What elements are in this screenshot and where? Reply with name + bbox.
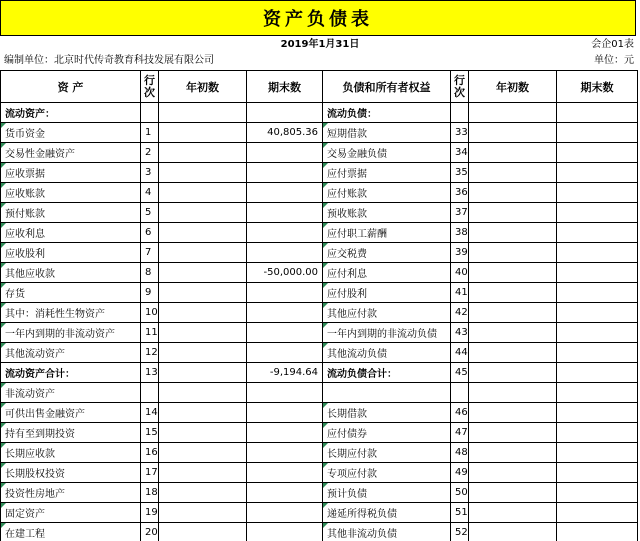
asset-name-cell[interactable]: 非流动资产 <box>1 383 141 403</box>
asset-name-cell[interactable]: 存货 <box>1 283 141 303</box>
asset-line-no-cell[interactable] <box>141 103 159 123</box>
sheet-title: 资产负债表 <box>263 9 373 30</box>
asset-begin-cell[interactable] <box>159 503 247 523</box>
liability-name-cell[interactable]: 递延所得税负债 <box>323 503 451 523</box>
asset-line-no-cell[interactable]: 7 <box>141 243 159 263</box>
liability-line-no-cell[interactable]: 34 <box>451 143 469 163</box>
asset-begin-cell[interactable] <box>159 403 247 423</box>
liability-end-cell[interactable] <box>557 323 638 343</box>
liability-line-no-cell[interactable]: 35 <box>451 163 469 183</box>
liability-name-cell[interactable]: 一年内到期的非流动负债 <box>323 323 451 343</box>
liability-begin-cell[interactable] <box>469 203 557 223</box>
liability-name-cell[interactable]: 应付职工薪酬 <box>323 223 451 243</box>
asset-line-no-cell[interactable]: 12 <box>141 343 159 363</box>
liability-line-no-cell[interactable]: 38 <box>451 223 469 243</box>
liability-line-no-cell[interactable]: 50 <box>451 483 469 503</box>
line-no-label: 行次 <box>454 73 465 99</box>
asset-end-cell[interactable] <box>247 403 323 423</box>
table-row <box>1 303 638 323</box>
asset-name-cell[interactable]: 在建工程 <box>1 523 141 541</box>
asset-end-cell[interactable] <box>247 463 323 483</box>
asset-end-cell[interactable] <box>247 523 323 541</box>
liability-line-no-cell[interactable]: 36 <box>451 183 469 203</box>
report-date[interactable]: 2019年1月31日 <box>280 39 360 50</box>
asset-begin-cell[interactable] <box>159 383 247 403</box>
liability-line-no-cell[interactable]: 44 <box>451 343 469 363</box>
asset-end-cell[interactable]: 40,805.36 <box>247 123 323 143</box>
header-begin-liab[interactable]: 年初数 <box>469 71 557 103</box>
asset-begin-cell[interactable] <box>159 223 247 243</box>
liability-end-cell[interactable] <box>557 123 638 143</box>
asset-end-cell[interactable] <box>247 383 323 403</box>
header-liabilities[interactable]: 负债和所有者权益 <box>323 71 451 103</box>
asset-end-cell[interactable] <box>247 343 323 363</box>
asset-begin-cell[interactable] <box>159 243 247 263</box>
table-row <box>1 223 638 243</box>
asset-begin-cell[interactable] <box>159 363 247 383</box>
asset-name-cell[interactable]: 预付账款 <box>1 203 141 223</box>
liability-name-cell[interactable]: 短期借款 <box>323 123 451 143</box>
table-row <box>1 103 638 123</box>
liability-end-cell[interactable] <box>557 283 638 303</box>
asset-end-cell[interactable]: -9,194.64 <box>247 363 323 383</box>
table-row <box>1 323 638 343</box>
asset-name-cell[interactable]: 可供出售金融资产 <box>1 403 141 423</box>
liability-name-cell[interactable]: 应交税费 <box>323 243 451 263</box>
asset-begin-cell[interactable] <box>159 423 247 443</box>
asset-line-no-cell[interactable]: 11 <box>141 323 159 343</box>
asset-end-cell[interactable]: -50,000.00 <box>247 263 323 283</box>
asset-line-no-cell[interactable] <box>141 383 159 403</box>
asset-begin-cell[interactable] <box>159 523 247 541</box>
liability-line-no-cell[interactable]: 37 <box>451 203 469 223</box>
liability-name-cell[interactable]: 流动负债合计： <box>323 363 451 383</box>
asset-line-no-cell[interactable]: 15 <box>141 423 159 443</box>
asset-line-no-cell[interactable]: 6 <box>141 223 159 243</box>
asset-end-cell[interactable] <box>247 183 323 203</box>
liability-begin-cell[interactable] <box>469 283 557 303</box>
liability-end-cell[interactable] <box>557 243 638 263</box>
asset-name-cell[interactable]: 应收票据 <box>1 163 141 183</box>
table-row <box>1 423 638 443</box>
asset-name-cell[interactable]: 流动资产： <box>1 103 141 123</box>
asset-name-cell[interactable]: 固定资产 <box>1 503 141 523</box>
asset-end-cell[interactable] <box>247 483 323 503</box>
liability-begin-cell[interactable] <box>469 503 557 523</box>
asset-end-cell[interactable] <box>247 303 323 323</box>
liability-name-cell[interactable]: 长期借款 <box>323 403 451 423</box>
asset-end-cell[interactable] <box>247 223 323 243</box>
liability-end-cell[interactable] <box>557 483 638 503</box>
table-row <box>1 523 638 541</box>
asset-name-cell[interactable]: 一年内到期的非流动资产 <box>1 323 141 343</box>
liability-end-cell[interactable] <box>557 443 638 463</box>
table-row <box>1 403 638 423</box>
asset-name-cell[interactable]: 其他应收款 <box>1 263 141 283</box>
liability-name-cell[interactable]: 长期应付款 <box>323 443 451 463</box>
asset-line-no-cell[interactable]: 17 <box>141 463 159 483</box>
liability-begin-cell[interactable] <box>469 343 557 363</box>
liability-begin-cell[interactable] <box>469 243 557 263</box>
table-row <box>1 123 638 143</box>
liability-line-no-cell[interactable]: 46 <box>451 403 469 423</box>
liability-name-cell[interactable]: 预收账款 <box>323 203 451 223</box>
liability-begin-cell[interactable] <box>469 403 557 423</box>
asset-name-cell[interactable]: 其中：消耗性生物资产 <box>1 303 141 323</box>
asset-end-cell[interactable] <box>247 203 323 223</box>
liability-end-cell[interactable] <box>557 503 638 523</box>
asset-begin-cell[interactable] <box>159 323 247 343</box>
line-no-label: 行次 <box>144 73 155 99</box>
header-line-no-asset[interactable] <box>141 71 159 103</box>
liability-begin-cell[interactable] <box>469 143 557 163</box>
asset-end-cell[interactable] <box>247 283 323 303</box>
table-row <box>1 163 638 183</box>
liability-begin-cell[interactable] <box>469 523 557 541</box>
table-row <box>1 143 638 163</box>
liability-line-no-cell[interactable]: 45 <box>451 363 469 383</box>
liability-end-cell[interactable] <box>557 163 638 183</box>
liability-line-no-cell[interactable]: 49 <box>451 463 469 483</box>
asset-end-cell[interactable] <box>247 443 323 463</box>
asset-begin-cell[interactable] <box>159 143 247 163</box>
asset-line-no-cell[interactable]: 10 <box>141 303 159 323</box>
asset-line-no-cell[interactable]: 2 <box>141 143 159 163</box>
asset-begin-cell[interactable] <box>159 263 247 283</box>
liability-name-cell[interactable]: 应付票据 <box>323 163 451 183</box>
asset-end-cell[interactable] <box>247 423 323 443</box>
table-row <box>1 203 638 223</box>
asset-begin-cell[interactable] <box>159 283 247 303</box>
asset-line-no-cell[interactable]: 14 <box>141 403 159 423</box>
liability-end-cell[interactable] <box>557 343 638 363</box>
liability-end-cell[interactable] <box>557 223 638 243</box>
asset-end-cell[interactable] <box>247 143 323 163</box>
asset-name-cell[interactable]: 交易性金融资产 <box>1 143 141 163</box>
asset-line-no-cell[interactable]: 3 <box>141 163 159 183</box>
asset-begin-cell[interactable] <box>159 483 247 503</box>
asset-name-cell[interactable]: 应收股利 <box>1 243 141 263</box>
asset-begin-cell[interactable] <box>159 303 247 323</box>
asset-end-cell[interactable] <box>247 103 323 123</box>
table-row <box>1 503 638 523</box>
asset-end-cell[interactable] <box>247 163 323 183</box>
table-row <box>1 483 638 503</box>
liability-end-cell[interactable] <box>557 203 638 223</box>
asset-name-cell[interactable]: 流动资产合计： <box>1 363 141 383</box>
asset-name-cell[interactable]: 应收账款 <box>1 183 141 203</box>
liability-begin-cell[interactable] <box>469 443 557 463</box>
asset-end-cell[interactable] <box>247 503 323 523</box>
balance-table <box>0 70 638 541</box>
table-row <box>1 363 638 383</box>
asset-line-no-cell[interactable]: 19 <box>141 503 159 523</box>
asset-begin-cell[interactable] <box>159 203 247 223</box>
asset-line-no-cell[interactable]: 16 <box>141 443 159 463</box>
asset-name-cell[interactable]: 长期应收款 <box>1 443 141 463</box>
liability-end-cell[interactable] <box>557 403 638 423</box>
table-row <box>1 263 638 283</box>
liability-line-no-cell[interactable]: 41 <box>451 283 469 303</box>
table-row <box>1 183 638 203</box>
liability-begin-cell[interactable] <box>469 383 557 403</box>
liability-name-cell[interactable]: 应付股利 <box>323 283 451 303</box>
table-row <box>1 443 638 463</box>
liability-line-no-cell[interactable]: 47 <box>451 423 469 443</box>
liability-end-cell[interactable] <box>557 183 638 203</box>
liability-name-cell[interactable]: 专项应付款 <box>323 463 451 483</box>
table-row <box>1 283 638 303</box>
liability-end-cell[interactable] <box>557 523 638 541</box>
table-row <box>1 383 638 403</box>
liability-begin-cell[interactable] <box>469 303 557 323</box>
liability-begin-cell[interactable] <box>469 183 557 203</box>
table-row <box>1 343 638 363</box>
liability-line-no-cell[interactable]: 40 <box>451 263 469 283</box>
header-end-liab[interactable]: 期末数 <box>557 71 638 103</box>
liability-end-cell[interactable] <box>557 363 638 383</box>
asset-line-no-cell[interactable]: 13 <box>141 363 159 383</box>
asset-line-no-cell[interactable]: 8 <box>141 263 159 283</box>
liability-begin-cell[interactable] <box>469 123 557 143</box>
liability-begin-cell[interactable] <box>469 463 557 483</box>
asset-begin-cell[interactable] <box>159 183 247 203</box>
asset-begin-cell[interactable] <box>159 443 247 463</box>
liability-end-cell[interactable] <box>557 383 638 403</box>
liability-name-cell[interactable]: 预计负债 <box>323 483 451 503</box>
liability-line-no-cell[interactable]: 51 <box>451 503 469 523</box>
liability-line-no-cell[interactable]: 48 <box>451 443 469 463</box>
liability-begin-cell[interactable] <box>469 263 557 283</box>
liability-end-cell[interactable] <box>557 103 638 123</box>
liability-name-cell[interactable]: 交易金融负债 <box>323 143 451 163</box>
liability-line-no-cell[interactable]: 33 <box>451 123 469 143</box>
asset-line-no-cell[interactable]: 9 <box>141 283 159 303</box>
asset-line-no-cell[interactable]: 20 <box>141 523 159 541</box>
liability-begin-cell[interactable] <box>469 163 557 183</box>
asset-name-cell[interactable]: 投资性房地产 <box>1 483 141 503</box>
header-asset[interactable]: 资 产 <box>1 71 141 103</box>
asset-name-cell[interactable]: 应收利息 <box>1 223 141 243</box>
asset-name-cell[interactable]: 长期股权投资 <box>1 463 141 483</box>
company-name[interactable]: 编制单位：北京时代传奇教育科技发展有限公司 <box>4 55 214 66</box>
liability-begin-cell[interactable] <box>469 483 557 503</box>
liability-name-cell[interactable]: 其他流动负债 <box>323 343 451 363</box>
liability-name-cell[interactable]: 应付账款 <box>323 183 451 203</box>
liability-begin-cell[interactable] <box>469 103 557 123</box>
liability-name-cell[interactable]: 其他非流动负债 <box>323 523 451 541</box>
liability-line-no-cell[interactable] <box>451 103 469 123</box>
asset-line-no-cell[interactable]: 5 <box>141 203 159 223</box>
asset-line-no-cell[interactable]: 1 <box>141 123 159 143</box>
liability-name-cell[interactable]: 应付债券 <box>323 423 451 443</box>
asset-end-cell[interactable] <box>247 243 323 263</box>
liability-line-no-cell[interactable]: 43 <box>451 323 469 343</box>
liability-name-cell[interactable]: 应付利息 <box>323 263 451 283</box>
liability-end-cell[interactable] <box>557 423 638 443</box>
liability-begin-cell[interactable] <box>469 223 557 243</box>
asset-name-cell[interactable]: 持有至到期投资 <box>1 423 141 443</box>
table-row <box>1 463 638 483</box>
liability-name-cell[interactable] <box>323 383 451 403</box>
liability-line-no-cell[interactable]: 52 <box>451 523 469 541</box>
title-cell[interactable] <box>0 0 636 36</box>
liability-end-cell[interactable] <box>557 263 638 283</box>
liability-end-cell[interactable] <box>557 303 638 323</box>
company-row <box>0 52 640 70</box>
liability-begin-cell[interactable] <box>469 363 557 383</box>
form-code[interactable]: 会企01表 <box>591 39 634 50</box>
header-end-asset[interactable]: 期末数 <box>247 71 323 103</box>
liability-line-no-cell[interactable]: 39 <box>451 243 469 263</box>
asset-line-no-cell[interactable]: 4 <box>141 183 159 203</box>
unit-label[interactable]: 单位：元 <box>594 55 634 66</box>
header-row <box>1 71 638 103</box>
header-begin-asset[interactable]: 年初数 <box>159 71 247 103</box>
asset-end-cell[interactable] <box>247 323 323 343</box>
asset-begin-cell[interactable] <box>159 103 247 123</box>
asset-begin-cell[interactable] <box>159 343 247 363</box>
asset-begin-cell[interactable] <box>159 463 247 483</box>
liability-line-no-cell[interactable] <box>451 383 469 403</box>
asset-begin-cell[interactable] <box>159 123 247 143</box>
liability-end-cell[interactable] <box>557 463 638 483</box>
liability-name-cell[interactable]: 流动负债： <box>323 103 451 123</box>
asset-name-cell[interactable]: 货币资金 <box>1 123 141 143</box>
liability-line-no-cell[interactable]: 42 <box>451 303 469 323</box>
liability-end-cell[interactable] <box>557 143 638 163</box>
asset-line-no-cell[interactable]: 18 <box>141 483 159 503</box>
liability-name-cell[interactable]: 其他应付款 <box>323 303 451 323</box>
liability-begin-cell[interactable] <box>469 323 557 343</box>
liability-begin-cell[interactable] <box>469 423 557 443</box>
asset-name-cell[interactable]: 其他流动资产 <box>1 343 141 363</box>
asset-begin-cell[interactable] <box>159 163 247 183</box>
table-row <box>1 243 638 263</box>
header-line-no-liab[interactable] <box>451 71 469 103</box>
